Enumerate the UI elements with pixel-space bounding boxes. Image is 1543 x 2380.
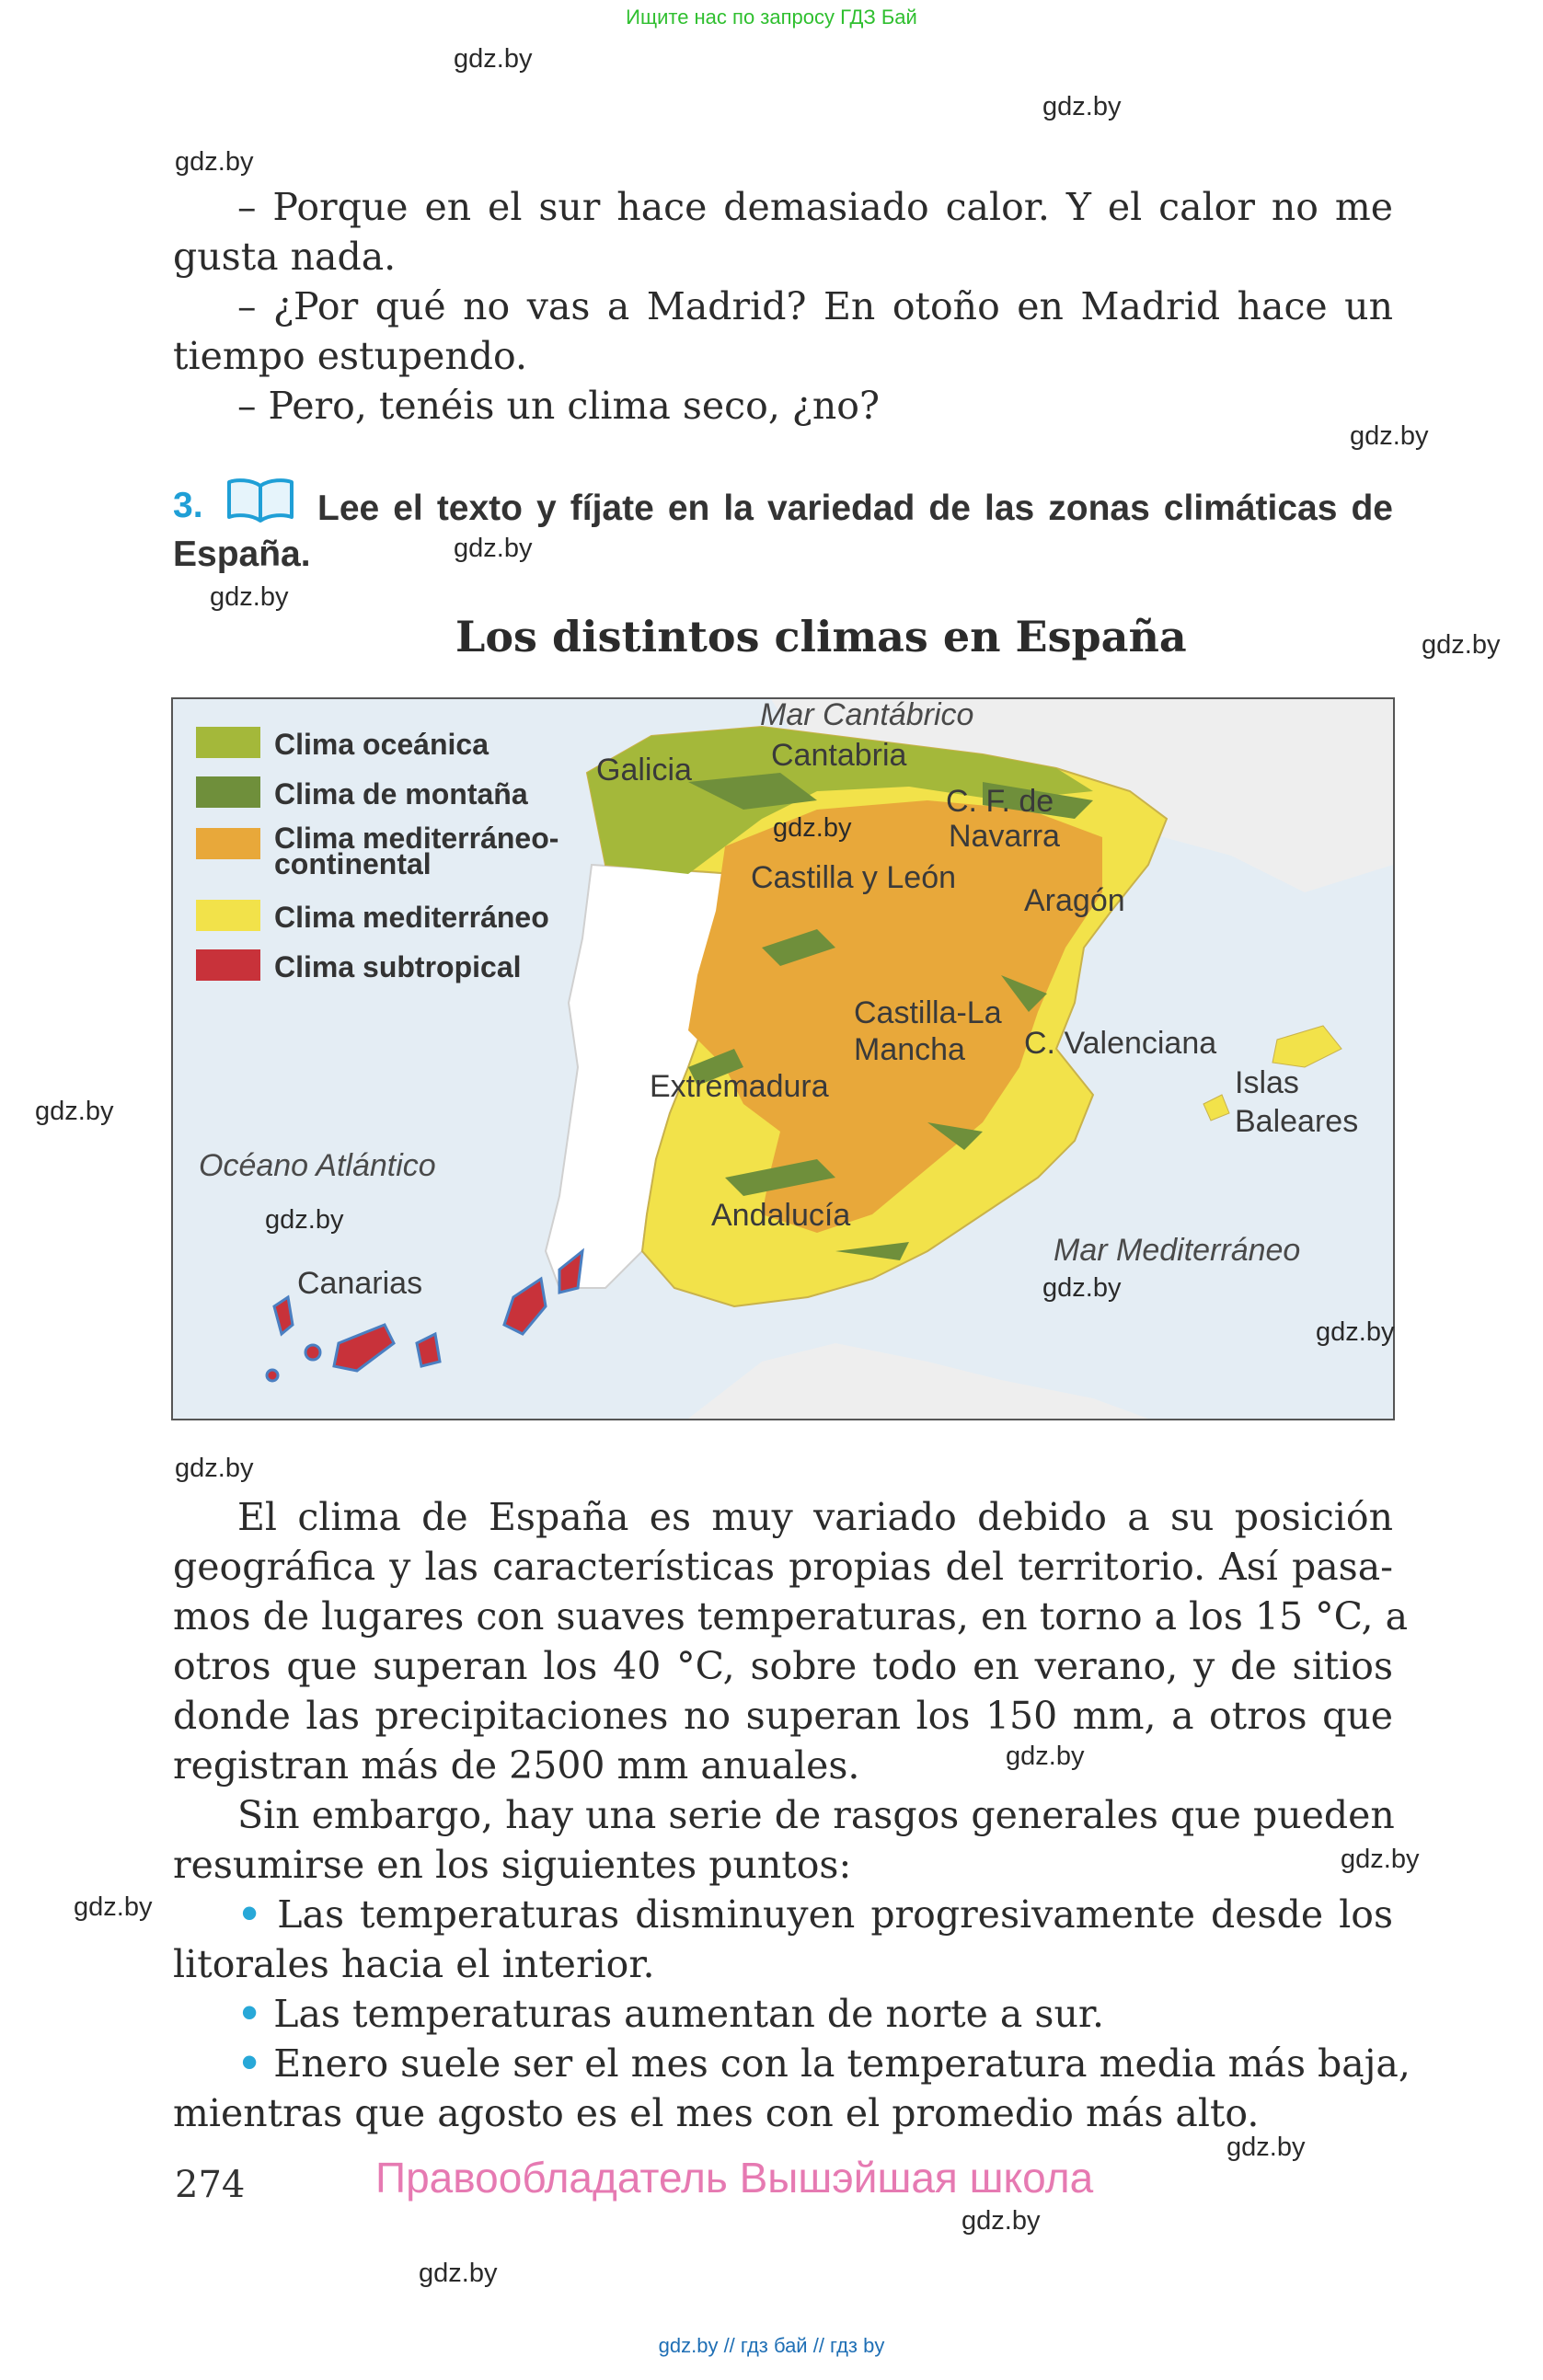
section-title: Los distintos climas en España	[455, 612, 1187, 661]
legend-label: Clima mediterráneo	[274, 901, 549, 934]
paragraph-line: resumirse en los siguientes puntos:	[173, 1843, 852, 1887]
watermark: gdz.by	[175, 147, 254, 177]
paragraph-line: Sin embargo, hay una serie de rasgos generales que pueden	[237, 1793, 1395, 1837]
sea-label-cantabrico: Mar Cantábrico	[760, 699, 974, 732]
paragraph-line: otros que superan los 40 °C, sobre todo en verano, y de sitios	[173, 1644, 1393, 1688]
bullet-text: Las temperaturas disminuyen progresivamente desde los	[277, 1892, 1393, 1937]
watermark: gdz.by	[1350, 421, 1429, 451]
region-label-castilla-mancha: Castilla-La	[854, 995, 1002, 1030]
legend-label: Clima mediterráneo-	[274, 822, 559, 855]
region-label-castilla-leon: Castilla y León	[751, 860, 957, 895]
page-number: 274	[175, 2164, 246, 2206]
watermark: gdz.by	[35, 1097, 114, 1126]
paragraph-line: El clima de España es muy variado debido a su posición	[237, 1495, 1393, 1539]
region-label-cantabria: Cantabria	[771, 738, 907, 773]
bullet-text: Enero suele ser el mes con la temperatura media más baja,	[273, 2041, 1411, 2086]
legend-label: Clima oceánica	[274, 728, 489, 761]
header-search-hint[interactable]: Ищите нас по запросу ГДЗ Бай	[626, 6, 917, 29]
region-label-aragon: Aragón	[1024, 883, 1125, 918]
watermark: gdz.by	[1042, 92, 1122, 121]
dialogue-line: – ¿Por qué no vas a Madrid? En otoño en Madrid hace un	[237, 284, 1393, 328]
bullet-dot-icon: •	[237, 1992, 262, 2036]
dialogue	[173, 182, 1393, 431]
legend-swatch-mediterranean	[196, 900, 260, 931]
dialogue-line: gusta nada.	[173, 235, 397, 279]
bullet-item	[173, 2039, 1411, 2088]
bullet-dot-icon: •	[237, 2041, 262, 2086]
paragraph-line: registran más de 2500 mm anuales.	[173, 1743, 860, 1788]
watermark: gdz.by	[419, 2259, 498, 2288]
bullet-item	[173, 1989, 1393, 2039]
watermark: gdz.by	[175, 1454, 254, 1483]
watermark: gdz.by	[773, 813, 852, 843]
watermark: gdz.by	[210, 582, 289, 612]
paragraph-line: donde las precipitaciones no superan los 150 mm, a otros que	[173, 1694, 1393, 1738]
watermark: gdz.by	[1042, 1273, 1122, 1303]
paragraph-line: mos de lugares con suaves temperaturas, en torno a los 15 °C, a	[173, 1594, 1409, 1638]
sea-label-mediterraneo: Mar Mediterráneo	[1054, 1233, 1301, 1268]
watermark: gdz.by	[454, 44, 533, 74]
legend-swatch-mountain	[196, 776, 260, 808]
watermark: gdz.by	[1341, 1845, 1420, 1874]
dialogue-line: tiempo estupendo.	[173, 334, 528, 378]
task-text: España.	[173, 535, 311, 574]
bullet-continuation: mientras que agosto es el mes con el promedio más alto.	[173, 2091, 1260, 2135]
task-number: 3.	[173, 486, 203, 525]
watermark: gdz.by	[454, 534, 533, 563]
region-label-extremadura: Extremadura	[650, 1069, 829, 1104]
legend-label: Clima subtropical	[274, 950, 522, 983]
dialogue-line: – Porque en el sur hace demasiado calor. Y el calor no me	[237, 185, 1393, 229]
watermark: gdz.by	[1226, 2133, 1306, 2162]
region-label-navarra: Navarra	[949, 819, 1060, 854]
watermark: gdz.by	[74, 1892, 153, 1922]
bullet-text: Las temperaturas aumentan de norte a sur.	[273, 1992, 1104, 2036]
watermark: gdz.by	[1422, 630, 1501, 660]
region-label-valenciana: C. Valenciana	[1024, 1026, 1217, 1061]
watermark: gdz.by	[1006, 1742, 1085, 1771]
paragraph-line: geográfica y las características propias del territorio. Así pasa-	[173, 1545, 1393, 1589]
task-text: Lee el texto y fíjate en la variedad de las zonas climáticas de	[317, 489, 1393, 528]
paragraph	[173, 1492, 1411, 2138]
dialogue-line: – Pero, tenéis un clima seco, ¿no?	[237, 384, 880, 428]
climate-map	[171, 697, 1395, 1420]
region-label-baleares: Islas	[1235, 1065, 1299, 1100]
region-label-castilla-mancha: Mancha	[854, 1032, 965, 1067]
bullet-item	[173, 1890, 1393, 1939]
watermark: gdz.by	[1316, 1317, 1395, 1347]
legend-swatch-continental	[196, 828, 260, 859]
bullet-dot-icon: •	[237, 1892, 262, 1937]
region-label-andalucia: Andalucía	[711, 1198, 851, 1233]
sea-label-atlantico: Océano Atlántico	[199, 1148, 436, 1183]
climate-map-svg	[173, 699, 1393, 1419]
watermark: gdz.by	[961, 2206, 1041, 2236]
region-label-galicia: Galicia	[596, 753, 692, 788]
task-instruction	[173, 486, 1393, 578]
legend-label: continental	[274, 847, 432, 880]
region-label-navarra: C. F. de	[946, 784, 1054, 819]
region-label-baleares: Baleares	[1235, 1104, 1359, 1139]
legend-swatch-subtropical	[196, 949, 260, 981]
legend-swatch-oceanic	[196, 727, 260, 758]
region-label-canarias: Canarias	[297, 1266, 423, 1301]
watermark: gdz.by	[265, 1205, 344, 1235]
legend-label: Clima de montaña	[274, 777, 528, 811]
bullet-continuation: litorales hacia el interior.	[173, 1942, 655, 1986]
footer-links[interactable]: gdz.by // гдз бай // гдз by	[658, 2334, 885, 2357]
publisher-notice: Правообладатель Вышэйшая школа	[375, 2154, 1094, 2202]
